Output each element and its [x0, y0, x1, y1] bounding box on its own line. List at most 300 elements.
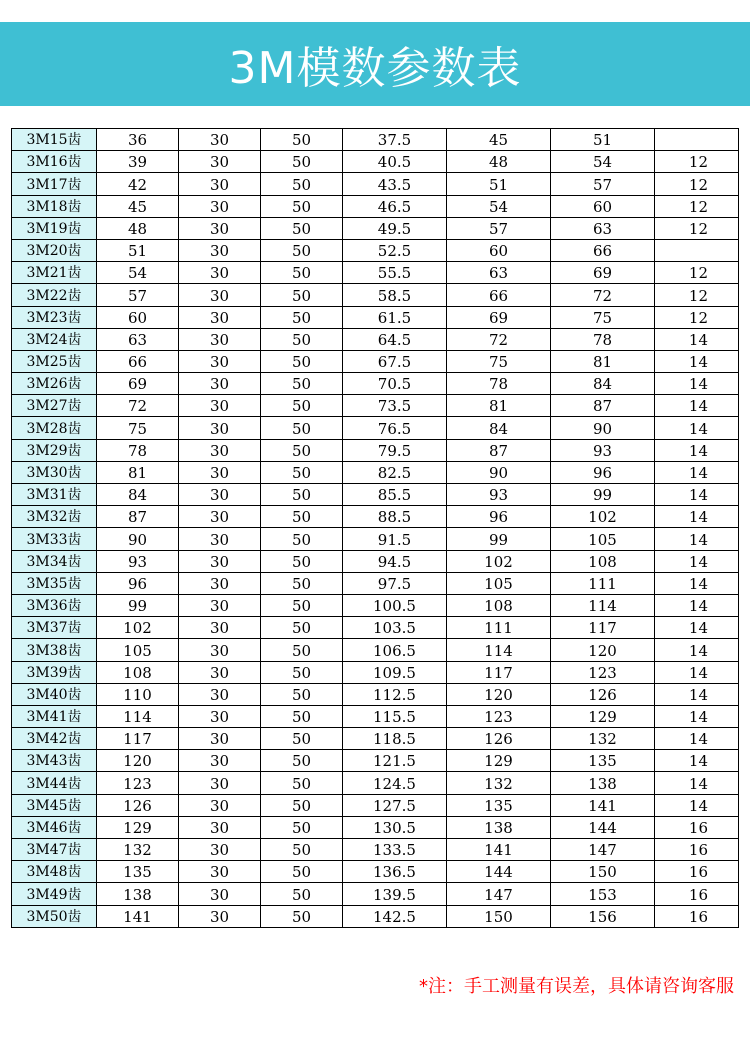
table-cell: 50: [261, 905, 343, 927]
table-cell: 14: [655, 350, 739, 372]
table-cell: 30: [179, 816, 261, 838]
table-cell: 141: [551, 794, 655, 816]
table-cell: 52.5: [343, 239, 447, 261]
table-cell: 50: [261, 572, 343, 594]
table-cell: 69: [551, 262, 655, 284]
table-cell: 39: [97, 151, 179, 173]
table-cell: 138: [97, 883, 179, 905]
table-cell: 123: [447, 705, 551, 727]
table-cell: 14: [655, 728, 739, 750]
table-cell: 67.5: [343, 350, 447, 372]
table-cell: 120: [97, 750, 179, 772]
table-row: [12, 550, 739, 572]
table-cell: 135: [447, 794, 551, 816]
table-cell: 126: [97, 794, 179, 816]
table-cell: 102: [551, 506, 655, 528]
table-row: [12, 373, 739, 395]
table-row: [12, 461, 739, 483]
table-cell: [655, 239, 739, 261]
table-cell: 114: [551, 594, 655, 616]
table-cell: 72: [447, 328, 551, 350]
table-cell: 40.5: [343, 151, 447, 173]
table-cell: 50: [261, 750, 343, 772]
table-cell: 30: [179, 528, 261, 550]
table-cell: 93: [551, 439, 655, 461]
table-cell: 90: [97, 528, 179, 550]
table-cell: 133.5: [343, 839, 447, 861]
row-label-cell: 3M23齿: [12, 306, 97, 328]
table-cell: 48: [447, 151, 551, 173]
table-row: [12, 861, 739, 883]
table-cell: 106.5: [343, 639, 447, 661]
table-cell: 14: [655, 550, 739, 572]
table-cell: 102: [447, 550, 551, 572]
table-cell: 153: [551, 883, 655, 905]
table-cell: 30: [179, 594, 261, 616]
table-row: [12, 705, 739, 727]
table-cell: 132: [447, 772, 551, 794]
table-cell: 14: [655, 661, 739, 683]
table-cell: 14: [655, 794, 739, 816]
table-row: [12, 262, 739, 284]
table-cell: 30: [179, 617, 261, 639]
table-cell: 50: [261, 617, 343, 639]
table-cell: 99: [447, 528, 551, 550]
table-cell: 120: [551, 639, 655, 661]
table-cell: 121.5: [343, 750, 447, 772]
row-label-cell: 3M42齿: [12, 728, 97, 750]
table-cell: 129: [97, 816, 179, 838]
row-label-cell: 3M48齿: [12, 861, 97, 883]
table-cell: 51: [447, 173, 551, 195]
table-row: [12, 129, 739, 151]
table-cell: 102: [97, 617, 179, 639]
row-label-cell: 3M15齿: [12, 129, 97, 151]
table-cell: 50: [261, 772, 343, 794]
table-row: [12, 905, 739, 927]
table-cell: 61.5: [343, 306, 447, 328]
table-cell: 60: [97, 306, 179, 328]
table-cell: 30: [179, 284, 261, 306]
table-cell: 50: [261, 506, 343, 528]
table-cell: 50: [261, 683, 343, 705]
table-cell: 60: [447, 239, 551, 261]
table-cell: 14: [655, 772, 739, 794]
table-cell: 69: [97, 373, 179, 395]
table-row: [12, 217, 739, 239]
table-cell: 30: [179, 572, 261, 594]
table-cell: 51: [551, 129, 655, 151]
row-label-cell: 3M47齿: [12, 839, 97, 861]
row-label-cell: 3M38齿: [12, 639, 97, 661]
table-cell: 30: [179, 173, 261, 195]
table-cell: 14: [655, 328, 739, 350]
table-cell: 30: [179, 262, 261, 284]
table-row: [12, 839, 739, 861]
table-cell: 14: [655, 705, 739, 727]
table-cell: 57: [551, 173, 655, 195]
table-row: [12, 173, 739, 195]
table-cell: 138: [447, 816, 551, 838]
table-cell: 109.5: [343, 661, 447, 683]
table-row: [12, 683, 739, 705]
table-cell: 50: [261, 395, 343, 417]
table-cell: 12: [655, 195, 739, 217]
table-cell: 87: [551, 395, 655, 417]
row-label-cell: 3M44齿: [12, 772, 97, 794]
table-cell: 96: [551, 461, 655, 483]
table-cell: 14: [655, 373, 739, 395]
table-cell: 50: [261, 816, 343, 838]
table-cell: 117: [551, 617, 655, 639]
table-row: [12, 750, 739, 772]
table-cell: 12: [655, 217, 739, 239]
table-cell: 144: [447, 861, 551, 883]
table-cell: 14: [655, 594, 739, 616]
table-cell: 30: [179, 151, 261, 173]
table-cell: 91.5: [343, 528, 447, 550]
table-cell: 14: [655, 572, 739, 594]
table-cell: 14: [655, 484, 739, 506]
table-cell: 50: [261, 195, 343, 217]
table-cell: 108: [447, 594, 551, 616]
table-row: [12, 306, 739, 328]
table-cell: 115.5: [343, 705, 447, 727]
table-cell: 73.5: [343, 395, 447, 417]
table-cell: 76.5: [343, 417, 447, 439]
table-cell: 123: [551, 661, 655, 683]
table-cell: 114: [97, 705, 179, 727]
table-cell: 30: [179, 750, 261, 772]
table-row: [12, 883, 739, 905]
table-cell: 51: [97, 239, 179, 261]
table-cell: 54: [551, 151, 655, 173]
table-cell: 99: [97, 594, 179, 616]
table-cell: 50: [261, 129, 343, 151]
table-cell: 30: [179, 417, 261, 439]
table-cell: 99: [551, 484, 655, 506]
table-cell: 50: [261, 173, 343, 195]
table-row: [12, 772, 739, 794]
table-row: [12, 794, 739, 816]
row-label-cell: 3M40齿: [12, 683, 97, 705]
table-cell: 50: [261, 728, 343, 750]
table-cell: 30: [179, 506, 261, 528]
table-cell: 63: [551, 217, 655, 239]
table-row: [12, 506, 739, 528]
table-cell: 50: [261, 151, 343, 173]
table-cell: 12: [655, 306, 739, 328]
table-cell: 50: [261, 484, 343, 506]
row-label-cell: 3M39齿: [12, 661, 97, 683]
table-cell: 78: [97, 439, 179, 461]
table-cell: 50: [261, 639, 343, 661]
table-cell: 30: [179, 217, 261, 239]
table-cell: 16: [655, 905, 739, 927]
table-cell: 60: [551, 195, 655, 217]
table-cell: 30: [179, 195, 261, 217]
table-cell: 141: [447, 839, 551, 861]
table-cell: 30: [179, 461, 261, 483]
row-label-cell: 3M43齿: [12, 750, 97, 772]
table-cell: 75: [551, 306, 655, 328]
row-label-cell: 3M22齿: [12, 284, 97, 306]
table-cell: 84: [447, 417, 551, 439]
table-cell: 14: [655, 750, 739, 772]
table-cell: 54: [97, 262, 179, 284]
table-row: [12, 528, 739, 550]
table-cell: 93: [97, 550, 179, 572]
table-row: [12, 195, 739, 217]
row-label-cell: 3M24齿: [12, 328, 97, 350]
table-cell: 120: [447, 683, 551, 705]
table-row: [12, 728, 739, 750]
table-cell: 85.5: [343, 484, 447, 506]
table-row: [12, 151, 739, 173]
table-cell: 14: [655, 461, 739, 483]
table-row: [12, 239, 739, 261]
table-cell: 50: [261, 239, 343, 261]
table-cell: 118.5: [343, 728, 447, 750]
table-cell: 30: [179, 484, 261, 506]
table-cell: 64.5: [343, 328, 447, 350]
table-cell: 50: [261, 284, 343, 306]
table-cell: 96: [97, 572, 179, 594]
table-cell: 96: [447, 506, 551, 528]
row-label-cell: 3M29齿: [12, 439, 97, 461]
table-cell: 117: [447, 661, 551, 683]
table-cell: 135: [551, 750, 655, 772]
table-cell: 100.5: [343, 594, 447, 616]
table-cell: 105: [551, 528, 655, 550]
table-row: [12, 639, 739, 661]
table-cell: 12: [655, 151, 739, 173]
table-cell: 14: [655, 683, 739, 705]
table-cell: 82.5: [343, 461, 447, 483]
table-cell: 87: [97, 506, 179, 528]
row-label-cell: 3M30齿: [12, 461, 97, 483]
table-row: [12, 328, 739, 350]
table-cell: 30: [179, 395, 261, 417]
table-cell: 88.5: [343, 506, 447, 528]
table-cell: 66: [551, 239, 655, 261]
table-row: [12, 284, 739, 306]
table-cell: 12: [655, 173, 739, 195]
table-cell: 112.5: [343, 683, 447, 705]
table-cell: 63: [97, 328, 179, 350]
table-cell: 50: [261, 306, 343, 328]
table-cell: 75: [97, 417, 179, 439]
table-cell: 126: [551, 683, 655, 705]
table-cell: 135: [97, 861, 179, 883]
row-label-cell: 3M32齿: [12, 506, 97, 528]
table-cell: 50: [261, 883, 343, 905]
table-cell: 142.5: [343, 905, 447, 927]
table-cell: 108: [97, 661, 179, 683]
table-cell: 150: [551, 861, 655, 883]
page-title: 3M模数参数表: [228, 43, 522, 94]
table-cell: 105: [97, 639, 179, 661]
row-label-cell: 3M36齿: [12, 594, 97, 616]
table-cell: 50: [261, 528, 343, 550]
table-cell: 70.5: [343, 373, 447, 395]
table-cell: 14: [655, 439, 739, 461]
table-cell: 111: [447, 617, 551, 639]
table-row: [12, 661, 739, 683]
table-cell: 16: [655, 816, 739, 838]
table-cell: 63: [447, 262, 551, 284]
table-cell: 50: [261, 417, 343, 439]
table-cell: 49.5: [343, 217, 447, 239]
table-cell: 156: [551, 905, 655, 927]
table-cell: 16: [655, 861, 739, 883]
measurement-note: *注：手工测量有误差，具体请咨询客服: [419, 976, 734, 997]
table-row: [12, 417, 739, 439]
table-cell: 50: [261, 861, 343, 883]
table-row: [12, 572, 739, 594]
table-cell: 150: [447, 905, 551, 927]
table-cell: 46.5: [343, 195, 447, 217]
table-cell: 130.5: [343, 816, 447, 838]
table-cell: 30: [179, 373, 261, 395]
table-cell: 14: [655, 506, 739, 528]
row-label-cell: 3M37齿: [12, 617, 97, 639]
row-label-cell: 3M17齿: [12, 173, 97, 195]
table-cell: 132: [551, 728, 655, 750]
row-label-cell: 3M34齿: [12, 550, 97, 572]
table-cell: 90: [447, 461, 551, 483]
table-cell: 54: [447, 195, 551, 217]
table-cell: 30: [179, 883, 261, 905]
table-cell: [655, 129, 739, 151]
table-cell: 30: [179, 728, 261, 750]
table-cell: 129: [551, 705, 655, 727]
table-cell: 16: [655, 883, 739, 905]
table-cell: 50: [261, 550, 343, 572]
table-cell: 14: [655, 395, 739, 417]
table-cell: 30: [179, 129, 261, 151]
row-label-cell: 3M28齿: [12, 417, 97, 439]
table-cell: 111: [551, 572, 655, 594]
table-cell: 55.5: [343, 262, 447, 284]
table-cell: 147: [551, 839, 655, 861]
row-label-cell: 3M20齿: [12, 239, 97, 261]
table-cell: 84: [97, 484, 179, 506]
table-cell: 14: [655, 617, 739, 639]
table-cell: 90: [551, 417, 655, 439]
table-cell: 81: [97, 461, 179, 483]
table-cell: 12: [655, 262, 739, 284]
table-cell: 69: [447, 306, 551, 328]
table-cell: 14: [655, 528, 739, 550]
table-cell: 79.5: [343, 439, 447, 461]
table-cell: 97.5: [343, 572, 447, 594]
row-label-cell: 3M26齿: [12, 373, 97, 395]
row-label-cell: 3M35齿: [12, 572, 97, 594]
parameter-table: [11, 128, 739, 928]
table-cell: 45: [97, 195, 179, 217]
table-cell: 105: [447, 572, 551, 594]
table-cell: 78: [447, 373, 551, 395]
table-cell: 81: [447, 395, 551, 417]
table-row: [12, 439, 739, 461]
table-cell: 48: [97, 217, 179, 239]
table-cell: 30: [179, 306, 261, 328]
table-cell: 94.5: [343, 550, 447, 572]
table-cell: 144: [551, 816, 655, 838]
table-cell: 141: [97, 905, 179, 927]
table-cell: 30: [179, 639, 261, 661]
table-cell: 50: [261, 328, 343, 350]
table-cell: 57: [447, 217, 551, 239]
table-cell: 108: [551, 550, 655, 572]
row-label-cell: 3M16齿: [12, 151, 97, 173]
table-cell: 12: [655, 284, 739, 306]
table-cell: 58.5: [343, 284, 447, 306]
row-label-cell: 3M50齿: [12, 905, 97, 927]
table-cell: 66: [447, 284, 551, 306]
table-cell: 138: [551, 772, 655, 794]
table-cell: 50: [261, 461, 343, 483]
table-cell: 66: [97, 350, 179, 372]
table-cell: 78: [551, 328, 655, 350]
table-cell: 93: [447, 484, 551, 506]
table-cell: 50: [261, 262, 343, 284]
row-label-cell: 3M45齿: [12, 794, 97, 816]
table-cell: 123: [97, 772, 179, 794]
table-cell: 110: [97, 683, 179, 705]
row-label-cell: 3M19齿: [12, 217, 97, 239]
table-cell: 30: [179, 683, 261, 705]
table-cell: 127.5: [343, 794, 447, 816]
table-row: [12, 617, 739, 639]
table-cell: 50: [261, 373, 343, 395]
table-row: [12, 395, 739, 417]
row-label-cell: 3M27齿: [12, 395, 97, 417]
table-cell: 147: [447, 883, 551, 905]
table-cell: 75: [447, 350, 551, 372]
table-cell: 30: [179, 550, 261, 572]
table-cell: 30: [179, 350, 261, 372]
table-cell: 30: [179, 439, 261, 461]
table-cell: 50: [261, 794, 343, 816]
table-cell: 57: [97, 284, 179, 306]
table-cell: 136.5: [343, 861, 447, 883]
table-cell: 30: [179, 839, 261, 861]
table-body: [12, 129, 739, 928]
row-label-cell: 3M25齿: [12, 350, 97, 372]
table-cell: 42: [97, 173, 179, 195]
table-cell: 30: [179, 794, 261, 816]
table-cell: 87: [447, 439, 551, 461]
table-row: [12, 816, 739, 838]
table-cell: 124.5: [343, 772, 447, 794]
table-cell: 16: [655, 839, 739, 861]
table-cell: 50: [261, 439, 343, 461]
table-cell: 14: [655, 417, 739, 439]
table-cell: 50: [261, 217, 343, 239]
title-banner: [0, 22, 750, 106]
table-cell: 103.5: [343, 617, 447, 639]
table-cell: 117: [97, 728, 179, 750]
row-label-cell: 3M46齿: [12, 816, 97, 838]
row-label-cell: 3M21齿: [12, 262, 97, 284]
table-row: [12, 594, 739, 616]
row-label-cell: 3M18齿: [12, 195, 97, 217]
table-cell: 129: [447, 750, 551, 772]
table-cell: 30: [179, 861, 261, 883]
table-cell: 45: [447, 129, 551, 151]
